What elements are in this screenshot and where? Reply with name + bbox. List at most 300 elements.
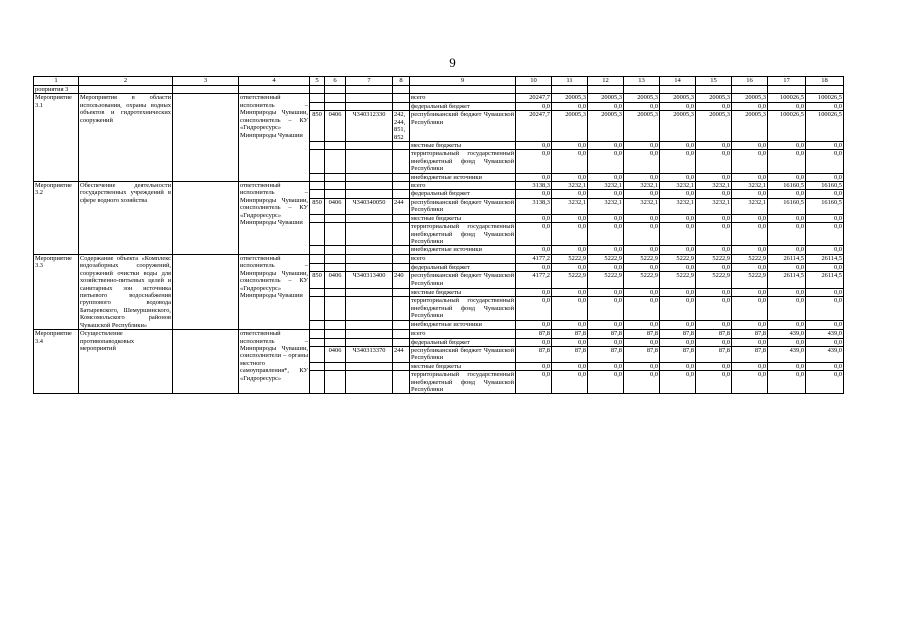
financing-source: местные бюджеты — [410, 214, 516, 222]
amount-cell: 3232,1 — [732, 198, 768, 214]
amount-cell: 0,0 — [660, 141, 696, 149]
amount-cell: 0,0 — [516, 338, 552, 346]
amount-cell: 0,0 — [624, 246, 660, 254]
amount-cell: 16160,5 — [806, 182, 844, 190]
amount-cell: 0,0 — [588, 214, 624, 222]
empty-cell — [346, 102, 393, 110]
amount-cell: 0,0 — [732, 263, 768, 272]
empty-cell — [325, 254, 346, 263]
empty-cell — [173, 94, 239, 182]
header-cell: 9 — [410, 77, 516, 86]
empty-cell — [393, 173, 410, 181]
amount-cell: 0,0 — [552, 297, 588, 321]
amount-cell: 0,0 — [768, 141, 806, 149]
amount-cell: 87,8 — [552, 346, 588, 362]
empty-cell — [346, 263, 393, 272]
amount-cell: 0,0 — [660, 214, 696, 222]
amount-cell: 0,0 — [768, 190, 806, 198]
amount-cell: 16160,5 — [768, 198, 806, 214]
amount-cell: 26114,5 — [806, 254, 844, 263]
continuation-cell: роприятия 3 — [34, 86, 79, 94]
amount-cell: 0,0 — [732, 102, 768, 110]
measure-name: Мероприятие 3.3 — [34, 254, 79, 329]
amount-cell: 0,0 — [732, 190, 768, 198]
responsible-executor: ответственный исполнитель – Минприроды Чувашии, соисполнитель – КУ «Гидроресурс» Минприроды Чувашии — [239, 94, 310, 182]
financing-source: территориальный государственный внебюджетный фонд Чувашской Республики — [411, 371, 514, 394]
amount-cell: 87,8 — [660, 330, 696, 338]
empty-cell — [325, 321, 346, 330]
amount-cell: 5222,9 — [660, 272, 696, 288]
amount-cell: 0,0 — [588, 297, 624, 321]
measure-description: Мероприятия в области использования, охраны водных объектов и гидротехнических сооружений — [79, 94, 173, 182]
measure-name: Мероприятие 3.1 — [34, 94, 79, 182]
empty-cell — [393, 141, 410, 149]
amount-cell: 87,8 — [588, 346, 624, 362]
amount-cell: 0,0 — [768, 150, 806, 173]
expense-type-code: 240 — [393, 272, 410, 288]
empty-cell — [325, 94, 346, 102]
empty-cell — [325, 150, 346, 173]
empty-cell — [310, 86, 325, 94]
amount-cell: 0,0 — [768, 223, 806, 246]
amount-cell: 0,0 — [696, 141, 732, 149]
amount-cell: 0,0 — [806, 246, 844, 254]
amount-cell: 0,0 — [696, 173, 732, 181]
header-cell: 1 — [34, 77, 79, 86]
empty-cell — [239, 86, 310, 94]
target-article-code: Ч340340050 — [346, 198, 393, 214]
empty-cell — [310, 173, 325, 181]
amount-cell: 0,0 — [516, 246, 552, 254]
empty-cell — [310, 371, 325, 394]
amount-cell: 0,0 — [696, 297, 732, 321]
amount-cell: 0,0 — [806, 263, 844, 272]
empty-cell — [393, 190, 410, 198]
header-cell: 6 — [325, 77, 346, 86]
empty-cell — [325, 362, 346, 370]
empty-cell — [393, 288, 410, 297]
financing-source: всего — [410, 254, 516, 263]
amount-cell: 0,0 — [588, 190, 624, 198]
empty-cell — [588, 86, 624, 94]
amount-cell: 0,0 — [588, 371, 624, 394]
table-row — [34, 330, 844, 338]
amount-cell: 0,0 — [660, 102, 696, 110]
amount-cell: 20005,3 — [696, 94, 732, 102]
amount-cell: 0,0 — [696, 371, 732, 394]
header-cell: 11 — [552, 77, 588, 86]
amount-cell: 0,0 — [806, 190, 844, 198]
empty-cell — [325, 246, 346, 254]
empty-cell — [325, 182, 346, 190]
responsible-executor: ответственный исполнитель – Минприроды Чувашии, соисполнитель – КУ «Гидроресурс» Минприроды Чувашии — [239, 254, 310, 329]
section-code: 0406 — [325, 346, 346, 362]
amount-cell: 0,0 — [732, 297, 768, 321]
empty-cell — [346, 190, 393, 198]
section-code: 0406 — [325, 111, 346, 142]
continuation-row — [34, 86, 844, 94]
amount-cell: 87,8 — [696, 330, 732, 338]
amount-cell: 87,8 — [696, 346, 732, 362]
financing-source: республиканский бюджет Чувашской Республики — [411, 346, 514, 362]
financing-source: территориальный государственный внебюджетный фонд Чувашской Республики — [411, 150, 514, 173]
amount-cell: 0,0 — [732, 362, 768, 370]
amount-cell: 3138,3 — [516, 198, 552, 214]
empty-cell — [346, 338, 393, 346]
empty-cell — [660, 86, 696, 94]
amount-cell: 5222,9 — [732, 254, 768, 263]
empty-cell — [325, 141, 346, 149]
amount-cell: 5222,9 — [696, 254, 732, 263]
amount-cell: 20247,7 — [516, 111, 552, 142]
amount-cell: 0,0 — [696, 214, 732, 222]
amount-cell: 87,8 — [516, 346, 552, 362]
empty-cell — [325, 190, 346, 198]
amount-cell: 4177,2 — [516, 254, 552, 263]
section-code: 0406 — [325, 272, 346, 288]
amount-cell: 5222,9 — [732, 272, 768, 288]
amount-cell: 26114,5 — [768, 254, 806, 263]
amount-cell: 0,0 — [732, 371, 768, 394]
amount-cell: 0,0 — [696, 263, 732, 272]
amount-cell: 0,0 — [624, 190, 660, 198]
empty-cell — [325, 297, 346, 321]
empty-cell — [393, 330, 410, 338]
empty-cell — [310, 338, 325, 346]
amount-cell: 5222,9 — [624, 254, 660, 263]
amount-cell: 0,0 — [768, 362, 806, 370]
empty-cell — [696, 86, 732, 94]
measure-description: Обеспечение деятельности государственных учреждений в сфере водного хозяйства — [79, 182, 173, 255]
financing-source: всего — [410, 182, 516, 190]
empty-cell — [732, 86, 768, 94]
table-row — [34, 94, 844, 102]
amount-cell: 0,0 — [696, 102, 732, 110]
page-number: 9 — [449, 55, 456, 70]
amount-cell: 0,0 — [516, 102, 552, 110]
empty-cell — [325, 214, 346, 222]
header-cell: 17 — [768, 77, 806, 86]
target-article-code: Ч340313400 — [346, 272, 393, 288]
amount-cell: 0,0 — [660, 362, 696, 370]
grbs-code: 850 — [310, 272, 325, 288]
amount-cell: 0,0 — [588, 338, 624, 346]
financing-source: местные бюджеты — [410, 362, 516, 370]
amount-cell: 0,0 — [588, 141, 624, 149]
empty-cell — [325, 173, 346, 181]
amount-cell: 87,8 — [624, 330, 660, 338]
amount-cell: 0,0 — [624, 263, 660, 272]
amount-cell: 0,0 — [768, 297, 806, 321]
amount-cell: 0,0 — [806, 297, 844, 321]
amount-cell: 0,0 — [624, 297, 660, 321]
financing-source: федеральный бюджет — [410, 263, 516, 272]
empty-cell — [624, 86, 660, 94]
empty-cell — [393, 94, 410, 102]
empty-cell — [393, 182, 410, 190]
amount-cell: 20005,3 — [732, 111, 768, 142]
empty-cell — [310, 321, 325, 330]
amount-cell: 0,0 — [660, 263, 696, 272]
amount-cell: 0,0 — [660, 173, 696, 181]
empty-cell — [346, 362, 393, 370]
target-article-code: Ч340313370 — [346, 346, 393, 362]
amount-cell: 0,0 — [552, 288, 588, 297]
amount-cell: 0,0 — [732, 288, 768, 297]
amount-cell: 3232,1 — [588, 182, 624, 190]
financing-source: территориальный государственный внебюджетный фонд Чувашской Республики — [411, 223, 514, 246]
header-cell: 8 — [393, 77, 410, 86]
financing-source: республиканский бюджет Чувашской Республики — [411, 198, 514, 214]
amount-cell: 0,0 — [588, 246, 624, 254]
empty-cell — [346, 330, 393, 338]
amount-cell: 5222,9 — [552, 254, 588, 263]
amount-cell: 439,0 — [768, 346, 806, 362]
amount-cell: 26114,5 — [768, 272, 806, 288]
amount-cell: 0,0 — [768, 173, 806, 181]
empty-cell — [393, 254, 410, 263]
amount-cell: 3232,1 — [732, 182, 768, 190]
amount-cell: 0,0 — [732, 246, 768, 254]
amount-cell: 0,0 — [660, 190, 696, 198]
header-cell: 4 — [239, 77, 310, 86]
amount-cell: 0,0 — [806, 102, 844, 110]
amount-cell: 0,0 — [660, 223, 696, 246]
amount-cell: 87,8 — [732, 330, 768, 338]
amount-cell: 0,0 — [696, 321, 732, 330]
header-cell: 15 — [696, 77, 732, 86]
empty-cell — [393, 297, 410, 321]
empty-cell — [346, 182, 393, 190]
amount-cell: 0,0 — [588, 362, 624, 370]
amount-cell: 100026,5 — [768, 94, 806, 102]
financing-source: всего — [410, 330, 516, 338]
amount-cell: 5222,9 — [588, 254, 624, 263]
amount-cell: 0,0 — [516, 150, 552, 173]
empty-cell — [310, 190, 325, 198]
empty-cell — [310, 150, 325, 173]
amount-cell: 100026,5 — [806, 111, 844, 142]
header-cell: 18 — [806, 77, 844, 86]
empty-cell — [410, 86, 516, 94]
empty-cell — [310, 141, 325, 149]
amount-cell: 20005,3 — [552, 111, 588, 142]
empty-cell — [393, 150, 410, 173]
amount-cell: 0,0 — [516, 362, 552, 370]
empty-cell — [325, 102, 346, 110]
empty-cell — [346, 254, 393, 263]
amount-cell: 20005,3 — [732, 94, 768, 102]
empty-cell — [346, 297, 393, 321]
empty-cell — [768, 86, 806, 94]
header-cell: 3 — [173, 77, 239, 86]
amount-cell: 0,0 — [588, 263, 624, 272]
empty-cell — [393, 246, 410, 254]
header-row — [34, 77, 844, 86]
empty-cell — [393, 362, 410, 370]
amount-cell: 0,0 — [732, 321, 768, 330]
amount-cell: 0,0 — [588, 102, 624, 110]
amount-cell: 0,0 — [552, 263, 588, 272]
amount-cell: 0,0 — [660, 297, 696, 321]
empty-cell — [310, 214, 325, 222]
measure-name: Мероприятие 3.4 — [34, 330, 79, 394]
amount-cell: 0,0 — [552, 246, 588, 254]
amount-cell: 0,0 — [624, 214, 660, 222]
empty-cell — [346, 150, 393, 173]
amount-cell: 0,0 — [624, 173, 660, 181]
financing-source: внебюджетные источники — [410, 321, 516, 330]
empty-cell — [310, 263, 325, 272]
amount-cell: 0,0 — [732, 173, 768, 181]
amount-cell: 0,0 — [516, 223, 552, 246]
amount-cell: 0,0 — [806, 371, 844, 394]
amount-cell: 3232,1 — [624, 182, 660, 190]
amount-cell: 0,0 — [696, 338, 732, 346]
amount-cell: 0,0 — [516, 190, 552, 198]
amount-cell: 0,0 — [806, 173, 844, 181]
amount-cell: 0,0 — [732, 141, 768, 149]
empty-cell — [310, 362, 325, 370]
financing-source: внебюджетные источники — [410, 246, 516, 254]
amount-cell: 87,8 — [516, 330, 552, 338]
empty-cell — [393, 338, 410, 346]
amount-cell: 16160,5 — [806, 198, 844, 214]
empty-cell — [346, 94, 393, 102]
amount-cell: 0,0 — [768, 288, 806, 297]
empty-cell — [310, 297, 325, 321]
financing-source: внебюджетные источники — [410, 173, 516, 181]
amount-cell: 0,0 — [732, 223, 768, 246]
amount-cell: 20005,3 — [624, 94, 660, 102]
empty-cell — [346, 173, 393, 181]
empty-cell — [325, 223, 346, 246]
empty-cell — [393, 86, 410, 94]
empty-cell — [310, 223, 325, 246]
empty-cell — [173, 182, 239, 255]
responsible-executor: ответственный исполнитель – Минприроды Чувашии, соисполнитель – КУ «Гидроресурс» Минприроды Чувашии — [239, 182, 310, 255]
amount-cell: 87,8 — [588, 330, 624, 338]
amount-cell: 0,0 — [624, 288, 660, 297]
amount-cell: 26114,5 — [806, 272, 844, 288]
empty-cell — [173, 330, 239, 394]
amount-cell: 5222,9 — [696, 272, 732, 288]
amount-cell: 0,0 — [624, 141, 660, 149]
amount-cell: 0,0 — [696, 190, 732, 198]
amount-cell: 439,0 — [768, 330, 806, 338]
amount-cell: 0,0 — [624, 223, 660, 246]
empty-cell — [393, 263, 410, 272]
table-row — [34, 182, 844, 190]
amount-cell: 3232,1 — [660, 182, 696, 190]
amount-cell: 0,0 — [624, 321, 660, 330]
grbs-code — [310, 346, 325, 362]
header-cell: 12 — [588, 77, 624, 86]
amount-cell: 0,0 — [516, 321, 552, 330]
amount-cell: 0,0 — [552, 371, 588, 394]
amount-cell: 0,0 — [516, 214, 552, 222]
amount-cell: 0,0 — [660, 338, 696, 346]
amount-cell: 0,0 — [516, 297, 552, 321]
amount-cell: 87,8 — [732, 346, 768, 362]
expense-type-code: 242, 244, 851, 852 — [393, 111, 410, 142]
amount-cell: 20005,3 — [588, 94, 624, 102]
amount-cell: 0,0 — [624, 362, 660, 370]
financing-source: территориальный государственный внебюджетный фонд Чувашской Республики — [411, 297, 514, 320]
empty-cell — [325, 371, 346, 394]
amount-cell: 0,0 — [552, 173, 588, 181]
empty-cell — [346, 86, 393, 94]
grbs-code: 850 — [310, 198, 325, 214]
amount-cell: 0,0 — [588, 150, 624, 173]
measure-description: Содержание объекта «Комплекс водозаборных сооружений, сооружений очистки воды для хозяйственно-питьевых целей и санитарных зон источника питьевого водоснабжения группового водовода Батыревского, Шемуршинского, Комсомольского районов Чувашской Республики» — [80, 254, 171, 329]
header-cell: 10 — [516, 77, 552, 86]
empty-cell — [310, 102, 325, 110]
amount-cell: 16160,5 — [768, 182, 806, 190]
amount-cell: 0,0 — [552, 362, 588, 370]
empty-cell — [346, 288, 393, 297]
amount-cell: 5222,9 — [552, 272, 588, 288]
amount-cell: 0,0 — [660, 321, 696, 330]
empty-cell — [552, 86, 588, 94]
amount-cell: 0,0 — [768, 338, 806, 346]
amount-cell: 0,0 — [660, 288, 696, 297]
amount-cell: 0,0 — [552, 321, 588, 330]
amount-cell: 3232,1 — [696, 182, 732, 190]
header-cell: 16 — [732, 77, 768, 86]
header-cell: 5 — [310, 77, 325, 86]
header-cell: 2 — [79, 77, 173, 86]
financing-source: федеральный бюджет — [410, 190, 516, 198]
amount-cell: 87,8 — [660, 346, 696, 362]
measure-description: Осуществление противопаводковых мероприятий — [79, 330, 173, 394]
amount-cell: 0,0 — [516, 263, 552, 272]
empty-cell — [393, 223, 410, 246]
amount-cell: 3232,1 — [552, 198, 588, 214]
empty-cell — [310, 254, 325, 263]
measure-name: Мероприятие 3.2 — [34, 182, 79, 255]
amount-cell: 0,0 — [552, 338, 588, 346]
empty-cell — [346, 371, 393, 394]
header-cell: 13 — [624, 77, 660, 86]
amount-cell: 3232,1 — [696, 198, 732, 214]
amount-cell: 3232,1 — [624, 198, 660, 214]
amount-cell: 0,0 — [516, 288, 552, 297]
amount-cell: 20005,3 — [660, 111, 696, 142]
financing-table — [33, 76, 844, 394]
empty-cell — [806, 86, 844, 94]
empty-cell — [346, 223, 393, 246]
empty-cell — [310, 330, 325, 338]
amount-cell: 0,0 — [768, 321, 806, 330]
amount-cell: 100026,5 — [768, 111, 806, 142]
amount-cell: 0,0 — [516, 371, 552, 394]
amount-cell: 100026,5 — [806, 94, 844, 102]
amount-cell: 0,0 — [732, 214, 768, 222]
amount-cell: 3232,1 — [552, 182, 588, 190]
empty-cell — [325, 263, 346, 272]
empty-cell — [393, 102, 410, 110]
amount-cell: 0,0 — [768, 102, 806, 110]
empty-cell — [325, 330, 346, 338]
expense-type-code: 244 — [393, 346, 410, 362]
amount-cell: 0,0 — [768, 246, 806, 254]
financing-source: федеральный бюджет — [410, 338, 516, 346]
empty-cell — [346, 321, 393, 330]
empty-cell — [393, 371, 410, 394]
amount-cell: 87,8 — [552, 330, 588, 338]
amount-cell: 0,0 — [624, 150, 660, 173]
